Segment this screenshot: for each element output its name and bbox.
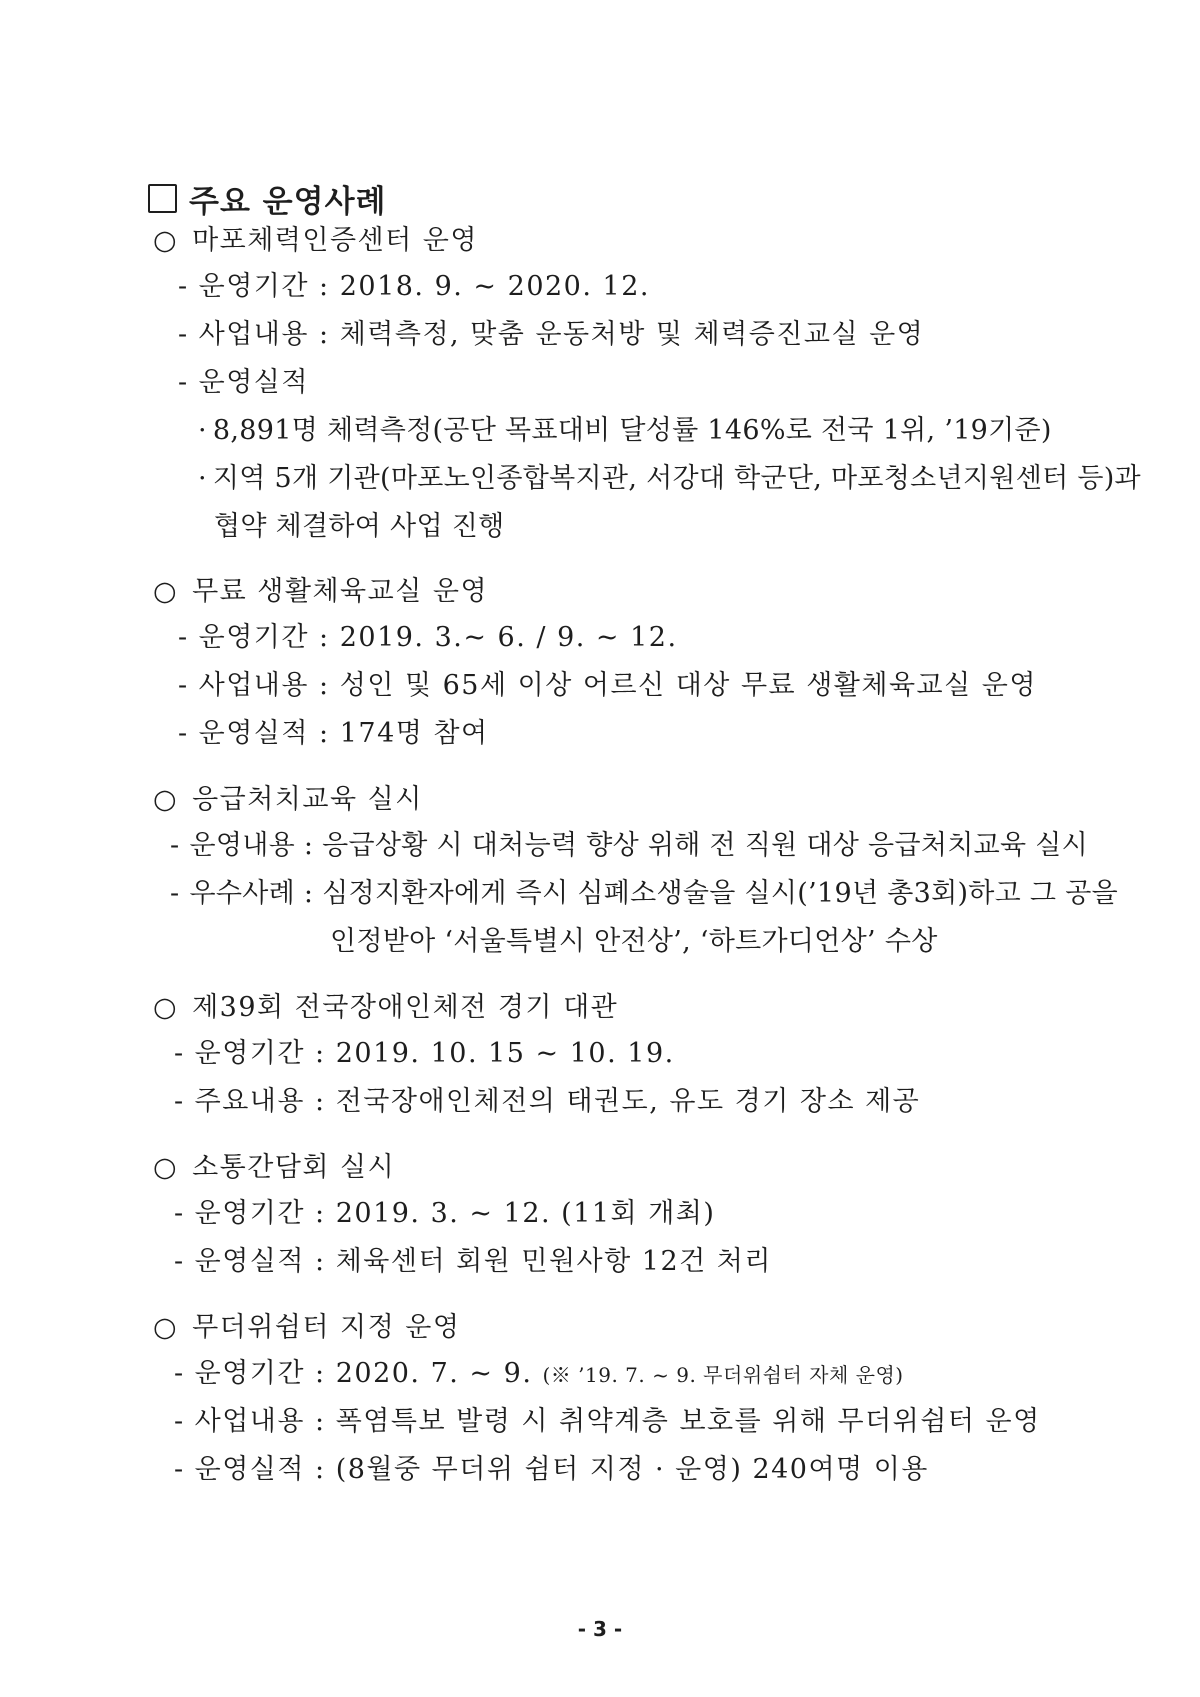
- list-item: - 운영기간 : 2020. 7. ~ 9. (※ ’19. 7. ~ 9. 무더위쉼터 자체 운영): [174, 1358, 904, 1389]
- section-title-6: ○ 무더위쉼터 지정 운영: [153, 1312, 461, 1343]
- list-item: - 사업내용 : 체력측정, 맞춤 운동처방 및 체력증진교실 운영: [178, 319, 925, 350]
- section-title-2: ○ 무료 생활체육교실 운영: [153, 576, 489, 607]
- section-title-1: ○ 마포체력인증센터 운영: [153, 225, 478, 256]
- circle-bullet-icon: ○: [153, 992, 179, 1023]
- list-item: - 운영기간 : 2018. 9. ~ 2020. 12.: [178, 271, 650, 302]
- list-item: - 사업내용 : 폭염특보 발령 시 취약계층 보호를 위해 무더위쉼터 운영: [174, 1406, 1041, 1437]
- heading-text: 주요 운영사례: [189, 184, 387, 220]
- list-item: - 운영기간 : 2019. 10. 15 ~ 10. 19.: [174, 1038, 675, 1069]
- sub-item: · 지역 5개 기관(마포노인종합복지관, 서강대 학군단, 마포청소년지원센터 등)과: [198, 463, 1141, 494]
- list-item: - 운영내용 : 응급상황 시 대처능력 향상 위해 전 직원 대상 응급처치교육 실시: [170, 830, 1088, 861]
- list-item: - 사업내용 : 성인 및 65세 이상 어르신 대상 무료 생활체육교실 운영: [178, 670, 1037, 701]
- list-item: - 우수사례 : 심정지환자에게 즉시 심폐소생술을 실시(’19년 총3회)하고 그 공을: [170, 878, 1118, 909]
- sub-item-continuation: 협약 체결하여 사업 진행: [214, 511, 505, 542]
- circle-bullet-icon: ○: [153, 784, 179, 815]
- list-item-continuation: 인정받아 ‘서울특별시 안전상’, ‘하트가디언상’ 수상: [330, 926, 938, 957]
- list-item: - 운영기간 : 2019. 3. ~ 12. (11회 개최): [174, 1198, 716, 1229]
- circle-bullet-icon: ○: [153, 225, 179, 256]
- list-item: - 주요내용 : 전국장애인체전의 태권도, 유도 경기 장소 제공: [174, 1086, 921, 1117]
- checkbox-square-icon: [148, 184, 177, 213]
- list-item: - 운영실적: [178, 367, 309, 398]
- circle-bullet-icon: ○: [153, 1312, 179, 1343]
- section-heading: [148, 176, 386, 221]
- section-title-5: ○ 소통간담회 실시: [153, 1152, 396, 1183]
- list-item: - 운영기간 : 2019. 3.~ 6. / 9. ~ 12.: [178, 622, 678, 653]
- list-item: - 운영실적 : 체육센터 회원 민원사항 12건 처리: [174, 1246, 772, 1277]
- section-title-4: ○ 제39회 전국장애인체전 경기 대관: [153, 992, 619, 1023]
- footnote-text: (※ ’19. 7. ~ 9. 무더위쉼터 자체 운영): [542, 1363, 904, 1387]
- list-item: - 운영실적 : (8월중 무더위 쉼터 지정 · 운영) 240여명 이용: [174, 1454, 929, 1485]
- list-item: - 운영실적 : 174명 참여: [178, 718, 489, 749]
- sub-item: · 8,891명 체력측정(공단 목표대비 달성률 146%로 전국 1위, ’19기준): [198, 415, 1052, 446]
- page-number: - 3 -: [577, 1617, 623, 1641]
- circle-bullet-icon: ○: [153, 576, 179, 607]
- circle-bullet-icon: ○: [153, 1152, 179, 1183]
- section-title-3: ○ 응급처치교육 실시: [153, 784, 423, 815]
